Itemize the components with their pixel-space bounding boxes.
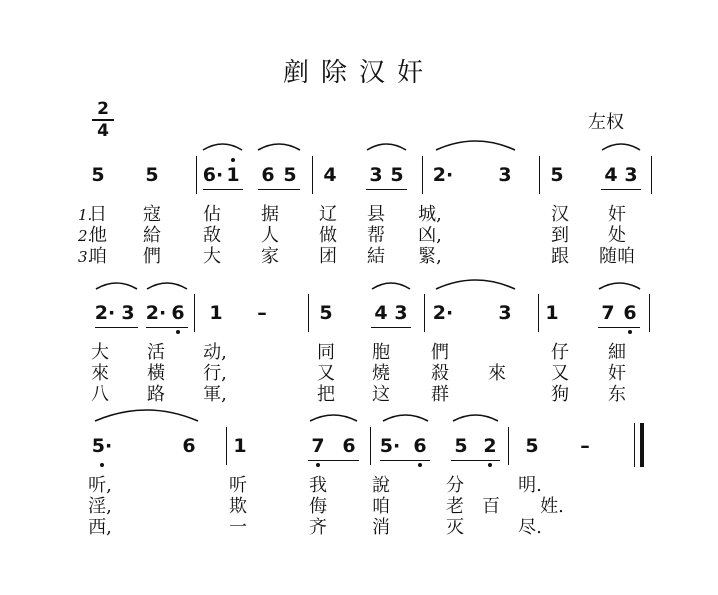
slur-arc [367,144,406,150]
lyric-syllable: 咱 [89,246,107,267]
lyric-syllable: 这 [372,384,390,405]
eighth-beam [146,327,188,328]
eighth-beam [371,327,411,328]
barline [651,156,652,194]
lyric-syllable: 东 [608,384,626,405]
note: – [580,435,590,457]
lyric-syllable: 說 [372,475,390,496]
note: 5· [91,435,113,457]
lyric-syllable: 处 [608,225,626,246]
lyric-syllable: 动, [203,342,227,363]
octave-dot-low [100,463,104,467]
lyric-syllable: 侮 [309,496,327,517]
octave-dot-low [316,463,320,467]
barline [538,294,539,332]
lyric-syllable: 奸 [608,204,626,225]
barline [308,294,309,332]
song-title: 剷除汉奸 [282,58,435,88]
lyric-syllable: 听 [229,475,247,496]
lyric-syllable: 辽 [319,204,337,225]
lyric-syllable: 一 [229,517,247,538]
lyric-syllable: 分 [446,475,464,496]
barline [312,156,313,194]
lyric-syllable: 汉 [551,204,569,225]
lyric-syllable: 大 [203,246,221,267]
lyric-syllable: 随咱 [599,246,635,267]
lyric-syllable: 城, [418,204,442,225]
lyric-syllable: 殺 [431,363,449,384]
note: 3 [624,164,638,186]
note: 4 [604,164,618,186]
note: 5 [390,164,404,186]
barline [370,427,371,465]
slur-arc [602,144,640,150]
lyric-syllable: 敌 [203,225,221,246]
note: 5 [319,302,333,324]
note: 6 [413,435,427,457]
octave-dot-low [418,463,422,467]
note: 6 [261,164,275,186]
barline [424,294,425,332]
barline [422,156,423,194]
lyric-syllable: 听, [88,475,112,496]
note: 3 [498,302,512,324]
lyric-syllable: 欺 [229,496,247,517]
note: 1 [233,435,247,457]
time-signature-top: 2 [97,99,109,119]
note: 6· [202,164,224,186]
lyric-syllable: 燒 [372,363,390,384]
slur-arc [372,283,410,289]
barline [539,156,540,194]
octave-dot-low [176,330,180,334]
note: 4 [374,302,388,324]
note: 5 [91,164,105,186]
lyric-syllable: 來 [91,363,109,384]
lyric-syllable: 淫, [88,496,112,517]
lyric-syllable: 來 [488,363,506,384]
note: 5· [379,435,401,457]
note: 5 [283,164,297,186]
lyric-syllable: 尽. [518,517,542,538]
lyric-syllable: 把 [317,384,335,405]
eighth-beam [451,460,500,461]
note: 3 [121,302,135,324]
lyric-syllable: 同 [317,342,335,363]
note: 5 [550,164,564,186]
slur-arc [310,415,357,421]
lyric-syllable: 奸 [608,363,626,384]
slur-arc [258,144,300,150]
note: 2· [145,302,167,324]
lyric-syllable: 我 [309,475,327,496]
note: 2 [483,435,497,457]
barline [196,156,197,194]
lyric-syllable: 跟 [551,246,569,267]
lyric-syllable: 百 [482,496,500,517]
lyric-syllable: 据 [261,204,279,225]
lyric-syllable: 們 [143,246,161,267]
verse-number: 3. [78,248,93,266]
lyric-syllable: 消 [372,517,390,538]
slur-arc [453,415,498,421]
lyric-syllable: 西, [88,517,112,538]
lyric-syllable: 又 [317,363,335,384]
note: 6 [182,435,196,457]
verse-number: 2. [78,227,93,245]
slur-arc [383,415,428,421]
lyric-syllable: 緊, [418,246,442,267]
lyric-syllable: 做 [319,225,337,246]
lyric-syllable: 狗 [551,384,569,405]
composer-credit: 左权 [588,112,624,133]
note: 5 [525,435,539,457]
note: 3 [369,164,383,186]
lyric-syllable: 凶, [418,225,442,246]
note: 6 [623,302,637,324]
note: – [257,302,267,324]
lyric-syllable: 群 [431,384,449,405]
note: 1 [545,302,559,324]
lyric-syllable: 团 [319,246,337,267]
lyric-syllable: 咱 [372,496,390,517]
eighth-beam [203,189,243,190]
lyric-syllable: 灭 [446,517,464,538]
note: 2· [432,302,454,324]
barline [194,294,195,332]
note: 6 [342,435,356,457]
lyric-syllable: 又 [551,363,569,384]
lyric-syllable: 們 [431,342,449,363]
lyric-syllable: 帮 [367,225,385,246]
final-barline-thick [640,423,644,467]
eighth-beam [308,460,359,461]
note: 5 [454,435,468,457]
lyric-syllable: 給 [143,225,161,246]
barline [649,294,650,332]
eighth-beam [380,460,430,461]
eighth-beam [601,189,641,190]
slur-arc [96,283,137,289]
slur-arc [95,410,198,421]
eighth-beam [95,327,138,328]
barline [508,427,509,465]
note: 7 [601,302,615,324]
slur-arc [599,283,640,289]
octave-dot-low [488,463,492,467]
lyric-syllable: 家 [261,246,279,267]
note: 7 [311,435,325,457]
lyric-syllable: 路 [147,384,165,405]
lyric-syllable: 活 [147,342,165,363]
final-barline-thin [634,423,635,467]
time-signature-bottom: 4 [97,121,109,141]
lyric-syllable: 仔 [551,342,569,363]
lyric-syllable: 行, [203,363,227,384]
note: 1 [226,164,240,186]
note: 2· [94,302,116,324]
lyric-syllable: 到 [551,225,569,246]
note: 5 [145,164,159,186]
barline [226,427,227,465]
lyric-syllable: 他 [89,225,107,246]
lyric-syllable: 人 [261,225,279,246]
note: 3 [498,164,512,186]
eighth-beam [366,189,407,190]
verse-number: 1. [78,206,93,224]
slur-arc [436,141,515,150]
note: 3 [394,302,408,324]
eighth-beam [598,327,640,328]
lyric-syllable: 老 [446,496,464,517]
lyric-syllable: 寇 [143,204,161,225]
time-signature [92,100,114,140]
lyric-syllable: 胞 [372,342,390,363]
octave-dot-low [628,330,632,334]
lyric-syllable: 齐 [309,517,327,538]
lyric-syllable: 县 [367,204,385,225]
eighth-beam [258,189,300,190]
note: 4 [323,164,337,186]
lyric-syllable: 明. [518,475,542,496]
lyric-syllable: 八 [91,384,109,405]
note: 2· [432,164,454,186]
lyric-syllable: 橫 [147,363,165,384]
note: 1 [209,302,223,324]
lyric-syllable: 佔 [203,204,221,225]
slur-arc [436,280,515,289]
lyric-syllable: 日 [89,204,107,225]
lyric-syllable: 軍, [203,384,227,405]
lyric-syllable: 結 [367,246,385,267]
slur-arc [147,283,187,289]
octave-dot-high [231,158,235,162]
slur-arc [203,144,242,150]
note: 6 [171,302,185,324]
lyric-syllable: 大 [91,342,109,363]
lyric-syllable: 細 [608,342,626,363]
lyric-syllable: 姓. [540,496,564,517]
